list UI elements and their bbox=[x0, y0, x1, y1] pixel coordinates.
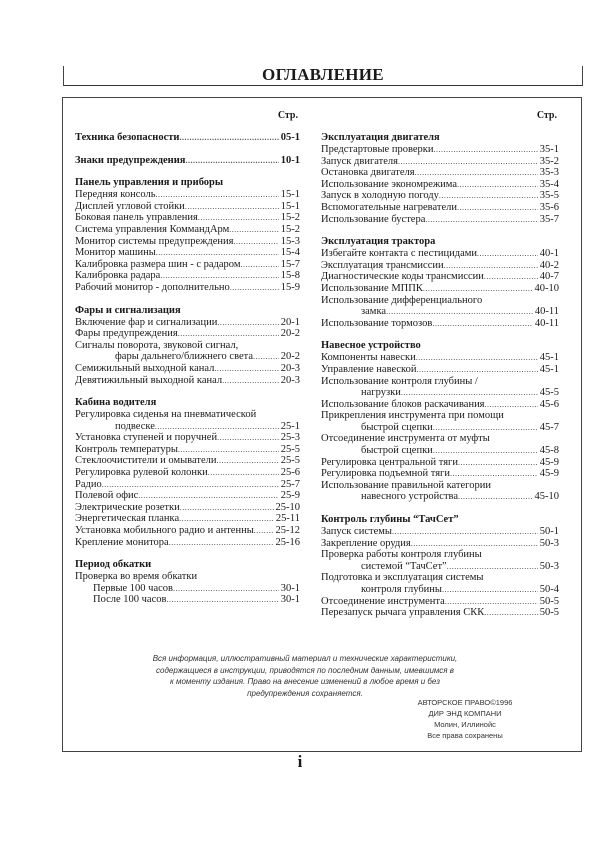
toc-entry[interactable] bbox=[75, 351, 300, 363]
toc-entry[interactable] bbox=[321, 156, 559, 168]
toc-entry[interactable] bbox=[321, 387, 559, 399]
dot-leader bbox=[156, 247, 279, 259]
toc-entry[interactable] bbox=[321, 596, 559, 608]
toc-entry-page: 30-1 bbox=[280, 582, 300, 594]
toc-entry[interactable] bbox=[75, 247, 300, 259]
toc-entry-page: 15-8 bbox=[280, 270, 300, 282]
toc-entry-page: 25-3 bbox=[280, 432, 300, 444]
toc-entry-page: 45-5 bbox=[539, 387, 559, 399]
toc-entry-label: Калибровка радара bbox=[75, 270, 161, 282]
dot-leader bbox=[442, 584, 538, 596]
disclaimer-line: предупреждения сохраняется. bbox=[247, 688, 363, 698]
toc-entry[interactable] bbox=[321, 468, 559, 480]
toc-entry-page: 20-3 bbox=[280, 374, 300, 386]
toc-entry[interactable] bbox=[75, 502, 300, 514]
toc-entry[interactable] bbox=[75, 212, 300, 224]
toc-entry-label: Регулировка подъемной тяги bbox=[321, 468, 450, 480]
toc-entry-page: 35-7 bbox=[539, 213, 559, 225]
toc-entry-label: Дисплей угловой стойки bbox=[75, 200, 185, 212]
dot-leader bbox=[217, 317, 278, 329]
toc-entry-label: Первые 100 часов bbox=[93, 582, 173, 594]
toc-entry[interactable] bbox=[75, 375, 300, 387]
toc-entry-label: Проверка во время обкатки bbox=[75, 571, 198, 583]
toc-entry-label: Использование блоков раскачивания bbox=[321, 398, 485, 410]
copyright-line: Все права сохранены bbox=[427, 731, 503, 740]
section-title: Период обкатки bbox=[75, 559, 152, 571]
toc-entry-page: 35-6 bbox=[539, 201, 559, 213]
disclaimer-line: Вся информация, иллюстративный материал и технические характеристики, bbox=[152, 654, 458, 663]
dot-leader bbox=[178, 444, 279, 456]
header-bracket bbox=[63, 66, 583, 86]
dot-leader bbox=[253, 351, 279, 363]
toc-section bbox=[75, 559, 300, 606]
toc-entry-page: 35-1 bbox=[539, 144, 559, 155]
toc-section bbox=[75, 177, 300, 293]
toc-entry[interactable] bbox=[75, 328, 300, 340]
toc-entry[interactable] bbox=[321, 144, 559, 156]
dot-leader bbox=[458, 491, 532, 503]
toc-entry[interactable] bbox=[321, 607, 559, 619]
toc-entry-label: Полевой офис bbox=[75, 490, 139, 502]
toc-entry-label: Боковая панель управления bbox=[75, 212, 198, 224]
toc-entry-text: Проверка работы контроля глубины bbox=[321, 549, 482, 561]
toc-entry[interactable] bbox=[321, 214, 559, 226]
toc-entry-label: Использование тормозов bbox=[321, 317, 433, 329]
toc-entry-label: Предстартовые проверки bbox=[321, 144, 434, 155]
toc-entry[interactable] bbox=[75, 317, 300, 329]
dot-leader bbox=[485, 399, 538, 411]
toc-entry-label: подвеске bbox=[115, 420, 155, 432]
toc-entry[interactable] bbox=[321, 260, 559, 272]
page-title: ОГЛАВЛЕНИЕ bbox=[262, 65, 384, 84]
toc-entry-text: Отсоединение инструмента от муфты bbox=[321, 433, 490, 445]
toc-entry[interactable] bbox=[321, 457, 559, 469]
toc-entry[interactable] bbox=[75, 525, 300, 537]
page-column-label: Стр. bbox=[536, 110, 557, 121]
toc-entry-label: Монитор машины bbox=[75, 247, 156, 259]
toc-entry-page: 35-3 bbox=[539, 167, 559, 179]
dot-leader bbox=[484, 607, 538, 619]
toc-entry-label: нагрузки bbox=[361, 387, 401, 399]
toc-entry-page: 45-7 bbox=[539, 421, 559, 433]
dot-leader bbox=[179, 513, 274, 525]
toc-entry-page: 25-1 bbox=[280, 420, 300, 432]
toc-entry-page: 25-5 bbox=[280, 443, 300, 455]
dot-leader bbox=[398, 156, 538, 168]
toc-entry-label: Установка ступеней и поручней bbox=[75, 432, 218, 444]
toc-entry[interactable] bbox=[321, 271, 559, 283]
toc-section bbox=[321, 132, 559, 225]
section-title: Эксплуатация двигателя bbox=[321, 132, 440, 143]
toc-entry[interactable] bbox=[321, 306, 559, 318]
toc-entry-label: Отсоединение инструмента bbox=[321, 595, 445, 607]
toc-entry-page: 50-5 bbox=[539, 595, 559, 607]
toc-entry[interactable] bbox=[75, 132, 300, 144]
toc-entry[interactable] bbox=[75, 432, 300, 444]
toc-entry[interactable] bbox=[75, 490, 300, 502]
toc-entry-label: Компоненты навески bbox=[321, 352, 416, 364]
toc-entry[interactable] bbox=[75, 571, 300, 583]
toc-entry[interactable] bbox=[75, 236, 300, 248]
dot-leader bbox=[180, 502, 274, 514]
toc-entry-label: Рабочий монитор - дополнительно bbox=[75, 281, 230, 293]
toc-entry-page: 45-8 bbox=[539, 445, 559, 457]
toc-entry-label: Система управления КоммандАрм bbox=[75, 223, 230, 235]
dot-leader bbox=[415, 167, 538, 179]
toc-entry-page: 45-9 bbox=[539, 456, 559, 468]
dot-leader bbox=[457, 179, 538, 191]
toc-entry-label: Передняя консоль bbox=[75, 189, 156, 201]
toc-entry-page: 25-7 bbox=[280, 478, 300, 490]
toc-entry[interactable] bbox=[75, 155, 300, 167]
dot-leader bbox=[416, 364, 537, 376]
toc-entry-label: Перезапуск рычага управления СКК bbox=[321, 607, 485, 619]
toc-section bbox=[75, 132, 300, 144]
section-title: Панель управления и приборы bbox=[75, 177, 224, 189]
dot-leader bbox=[477, 248, 538, 260]
toc-entry-page: 50-5 bbox=[539, 607, 559, 619]
copyright-line: ДИР ЭНД КОМПАНИ bbox=[428, 709, 502, 718]
toc-entry-page: 25-6 bbox=[280, 467, 300, 479]
toc-entry-page: 35-4 bbox=[539, 178, 559, 190]
toc-entry-page: 40-10 bbox=[534, 282, 559, 294]
toc-entry-label: Семижильный выходной канал bbox=[75, 362, 215, 374]
toc-section bbox=[75, 397, 300, 548]
dot-leader bbox=[102, 479, 279, 491]
toc-entry[interactable] bbox=[321, 167, 559, 179]
toc-entry-label: Запуск двигателя bbox=[321, 155, 398, 167]
toc-entry[interactable] bbox=[75, 513, 300, 525]
toc-entry-label: Установка мобильного радио и антенны bbox=[75, 525, 254, 537]
dot-leader bbox=[433, 445, 538, 457]
toc-entry-page: 15-9 bbox=[280, 281, 300, 293]
toc-entry[interactable] bbox=[75, 282, 300, 294]
toc-entry[interactable] bbox=[75, 224, 300, 236]
toc-entry-text: Использование дифференциального bbox=[321, 294, 483, 306]
section-title: Кабина водителя bbox=[75, 397, 157, 409]
toc-entry-label: Стеклоочистители и омыватели bbox=[75, 455, 217, 467]
toc-entry-label: Использование экономрежима bbox=[321, 178, 457, 190]
dot-leader bbox=[240, 259, 278, 271]
dot-leader bbox=[178, 328, 279, 340]
dot-leader bbox=[138, 490, 278, 502]
toc-entry[interactable] bbox=[321, 283, 559, 295]
toc-entry-label: Техника безопасности bbox=[75, 132, 180, 143]
toc-entry-label: быстрой сцепки bbox=[361, 445, 433, 457]
toc-entry-page: 50-3 bbox=[539, 560, 559, 572]
toc-entry[interactable] bbox=[321, 584, 559, 596]
disclaimer-note bbox=[135, 653, 475, 699]
toc-entry-label: Девятижильный выходной канал bbox=[75, 374, 223, 386]
dot-leader bbox=[185, 201, 279, 213]
toc-entry-label: Регулировка рулевой колонки bbox=[75, 467, 208, 479]
dot-leader bbox=[401, 387, 538, 399]
dot-leader bbox=[411, 538, 538, 550]
toc-entry-page: 45-1 bbox=[539, 352, 559, 364]
toc-column-right bbox=[321, 110, 559, 630]
copyright-line: АВТОРСКОЕ ПРАВО©1996 bbox=[417, 698, 513, 707]
toc-entry-label: Включение фар и сигнализации bbox=[75, 316, 218, 328]
toc-entry-label: быстрой сцепки bbox=[361, 421, 433, 433]
toc-entry[interactable] bbox=[321, 422, 559, 434]
toc-entry-page: 20-2 bbox=[280, 351, 300, 363]
toc-entry-label: Радио bbox=[75, 478, 102, 490]
toc-entry-page: 30-1 bbox=[280, 594, 300, 606]
toc-entry-page: 20-2 bbox=[280, 328, 300, 340]
toc-entry[interactable] bbox=[75, 594, 300, 606]
toc-entry[interactable] bbox=[321, 399, 559, 411]
dot-leader bbox=[457, 202, 538, 214]
toc-section bbox=[75, 155, 300, 167]
dot-leader bbox=[179, 132, 278, 144]
disclaimer-line: к моменту издания. Право на внесение изменений в любое время и без bbox=[170, 677, 440, 686]
toc-entry[interactable] bbox=[321, 445, 559, 457]
toc-entry-page: 50-1 bbox=[539, 526, 559, 538]
toc-entry[interactable] bbox=[321, 538, 559, 550]
toc-entry-label: Знаки предупреждения bbox=[75, 154, 186, 166]
dot-leader bbox=[217, 455, 279, 467]
toc-entry-page: 25-16 bbox=[275, 536, 300, 548]
dot-leader bbox=[198, 212, 279, 224]
toc-entry[interactable] bbox=[321, 364, 559, 376]
page-number: i bbox=[297, 752, 303, 771]
disclaimer-line: содержащиеся в инструкции, приводятся по последним данным, имевшимся в bbox=[156, 665, 454, 675]
toc-entry-page: 40-7 bbox=[539, 271, 559, 283]
dot-leader bbox=[432, 318, 533, 330]
dot-leader bbox=[434, 144, 538, 156]
toc-entry-label: После 100 часов bbox=[93, 594, 167, 606]
toc-entry[interactable] bbox=[321, 202, 559, 214]
toc-entry-text: Прикрепления инструмента при помощи bbox=[321, 410, 504, 422]
toc-entry-page: 15-2 bbox=[280, 212, 300, 224]
dot-leader bbox=[439, 190, 538, 202]
toc-entry-label: Эксплуатация трансмиссии bbox=[321, 259, 444, 271]
toc-entry-text: Подготовка и эксплуатация системы bbox=[321, 572, 484, 584]
toc-section bbox=[321, 340, 559, 503]
dot-leader bbox=[444, 260, 538, 272]
toc-entry-text: Использование правильной категории bbox=[321, 479, 491, 491]
toc-entry[interactable] bbox=[321, 179, 559, 191]
toc-entry-label: системой “ТачСет” bbox=[361, 560, 447, 572]
copyright-line: Молин, Иллинойс bbox=[434, 720, 496, 729]
toc-entry-label: Контроль температуры bbox=[75, 443, 178, 455]
toc-entry-label: фары дальнего/ближнего света bbox=[115, 351, 253, 363]
toc-entry-page: 40-11 bbox=[534, 317, 559, 329]
toc-entry[interactable] bbox=[75, 270, 300, 282]
toc-entry-page: 10-1 bbox=[280, 154, 300, 166]
toc-entry[interactable] bbox=[321, 248, 559, 260]
dot-leader bbox=[234, 236, 279, 248]
toc-entry[interactable] bbox=[75, 363, 300, 375]
toc-entry-page: 45-9 bbox=[539, 468, 559, 480]
toc-entry-page: 20-1 bbox=[280, 316, 300, 328]
toc-entry[interactable] bbox=[75, 444, 300, 456]
toc-entry-page: 25-5 bbox=[280, 455, 300, 467]
dot-leader bbox=[185, 155, 278, 167]
toc-entry-label: Электрические розетки bbox=[75, 501, 180, 513]
toc-entry-page: 15-4 bbox=[280, 247, 300, 259]
toc-entry-text: Использование контроля глубины / bbox=[321, 375, 478, 387]
toc-entry[interactable] bbox=[75, 201, 300, 213]
toc-entry[interactable] bbox=[321, 190, 559, 202]
toc-entry[interactable] bbox=[321, 526, 559, 538]
dot-leader bbox=[160, 270, 278, 282]
toc-entry-page: 25-11 bbox=[275, 513, 300, 525]
page-column-label: Стр. bbox=[277, 110, 298, 121]
toc-entry-label: навесного устройства bbox=[361, 491, 459, 503]
dot-leader bbox=[230, 282, 279, 294]
toc-entry[interactable] bbox=[321, 352, 559, 364]
toc-entry-label: Калибровка размера шин - с радаром bbox=[75, 258, 241, 270]
toc-entry[interactable] bbox=[75, 421, 300, 433]
toc-entry[interactable] bbox=[75, 189, 300, 201]
toc-entry-page: 20-3 bbox=[280, 362, 300, 374]
dot-leader bbox=[416, 352, 538, 364]
toc-entry-label: Монитор системы предупреждения bbox=[75, 235, 234, 247]
toc-entry-page: 45-6 bbox=[539, 398, 559, 410]
toc-entry[interactable] bbox=[75, 537, 300, 549]
dot-leader bbox=[423, 283, 533, 295]
toc-entry[interactable] bbox=[75, 259, 300, 271]
dot-leader bbox=[222, 375, 279, 387]
dot-leader bbox=[208, 467, 279, 479]
toc-entry-label: контроля глубины bbox=[361, 584, 442, 595]
toc-entry-page: 40-1 bbox=[539, 248, 559, 260]
toc-entry[interactable] bbox=[75, 479, 300, 491]
toc-entry[interactable] bbox=[75, 455, 300, 467]
dot-leader bbox=[450, 468, 538, 480]
toc-entry-page: 40-11 bbox=[534, 306, 559, 318]
dot-leader bbox=[155, 421, 279, 433]
toc-entry-label: Использование МППК bbox=[321, 282, 423, 294]
section-title: Навесное устройство bbox=[321, 340, 421, 352]
toc-entry[interactable] bbox=[75, 583, 300, 595]
toc-entry-page: 05-1 bbox=[280, 132, 300, 143]
toc-entry[interactable] bbox=[75, 467, 300, 479]
toc-entry-page: 50-4 bbox=[539, 584, 559, 595]
dot-leader bbox=[229, 224, 278, 236]
toc-entry-label: Избегайте контакта с пестицидами bbox=[321, 248, 478, 260]
copyright-block bbox=[380, 697, 550, 741]
toc-entry-page: 35-5 bbox=[539, 190, 559, 202]
toc-entry-label: Запуск системы bbox=[321, 526, 392, 538]
toc-entry-label: Вспомогательные нагреватели bbox=[321, 201, 457, 213]
dot-leader bbox=[166, 594, 278, 606]
dot-leader bbox=[214, 363, 278, 375]
toc-entry-label: Фары предупреждения bbox=[75, 328, 178, 340]
toc-entry[interactable] bbox=[321, 491, 559, 503]
dot-leader bbox=[445, 596, 538, 608]
toc-column-left bbox=[75, 110, 300, 617]
dot-leader bbox=[173, 583, 279, 595]
toc-entry-label: Управление навеской bbox=[321, 363, 417, 375]
section-title: Эксплуатация трактора bbox=[321, 236, 436, 248]
toc-entry-label: Закрепление орудия bbox=[321, 537, 411, 549]
dot-leader bbox=[169, 537, 274, 549]
toc-entry-page: 45-10 bbox=[534, 491, 559, 503]
dot-leader bbox=[484, 271, 538, 283]
toc-entry-page: 15-1 bbox=[280, 189, 300, 201]
toc-entry-label: Остановка двигателя bbox=[321, 167, 415, 179]
toc-section bbox=[321, 236, 559, 329]
toc-section bbox=[321, 514, 559, 619]
toc-entry-label: Крепление монитора bbox=[75, 536, 169, 548]
dot-leader bbox=[433, 422, 538, 434]
dot-leader bbox=[392, 526, 538, 538]
toc-entry-page: 25-9 bbox=[280, 490, 300, 502]
dot-leader bbox=[447, 561, 538, 573]
dot-leader bbox=[386, 306, 533, 318]
toc-entry-label: Использование бустера bbox=[321, 213, 426, 225]
dot-leader bbox=[425, 214, 537, 226]
toc-entry-page: 40-2 bbox=[539, 259, 559, 271]
toc-entry-label: Регулировка центральной тяги bbox=[321, 456, 458, 468]
dot-leader bbox=[458, 457, 538, 469]
toc-entry-page: 15-2 bbox=[280, 223, 300, 235]
section-title: Фары и сигнализация bbox=[75, 304, 181, 316]
toc-entry-page: 25-10 bbox=[275, 501, 300, 513]
toc-entry-label: замка bbox=[361, 306, 387, 318]
toc-section bbox=[75, 305, 300, 387]
toc-entry[interactable] bbox=[321, 318, 559, 330]
toc-entry-page: 35-2 bbox=[539, 155, 559, 167]
dot-leader bbox=[156, 189, 279, 201]
toc-entry-label: Запуск в холодную погоду bbox=[321, 190, 439, 202]
toc-entry-label: Энергетическая планка bbox=[75, 513, 180, 525]
toc-entry-text: Сигналы поворота, звуковой сигнал, bbox=[75, 339, 239, 351]
toc-entry-page: 50-3 bbox=[539, 537, 559, 549]
toc-entry-page: 15-7 bbox=[280, 258, 300, 270]
section-title: Контроль глубины “ТачСет” bbox=[321, 514, 459, 526]
toc-entry-page: 25-12 bbox=[275, 525, 300, 537]
toc-entry-text: Регулировка сиденья на пневматической bbox=[75, 409, 257, 421]
toc-entry[interactable] bbox=[321, 561, 559, 573]
dot-leader bbox=[217, 432, 279, 444]
toc-entry-page: 45-1 bbox=[539, 363, 559, 375]
dot-leader bbox=[254, 525, 274, 537]
toc-entry-label: Диагностические коды трансмиссии bbox=[321, 271, 484, 283]
toc-entry-page: 15-1 bbox=[280, 200, 300, 212]
toc-entry-page: 15-3 bbox=[280, 235, 300, 247]
